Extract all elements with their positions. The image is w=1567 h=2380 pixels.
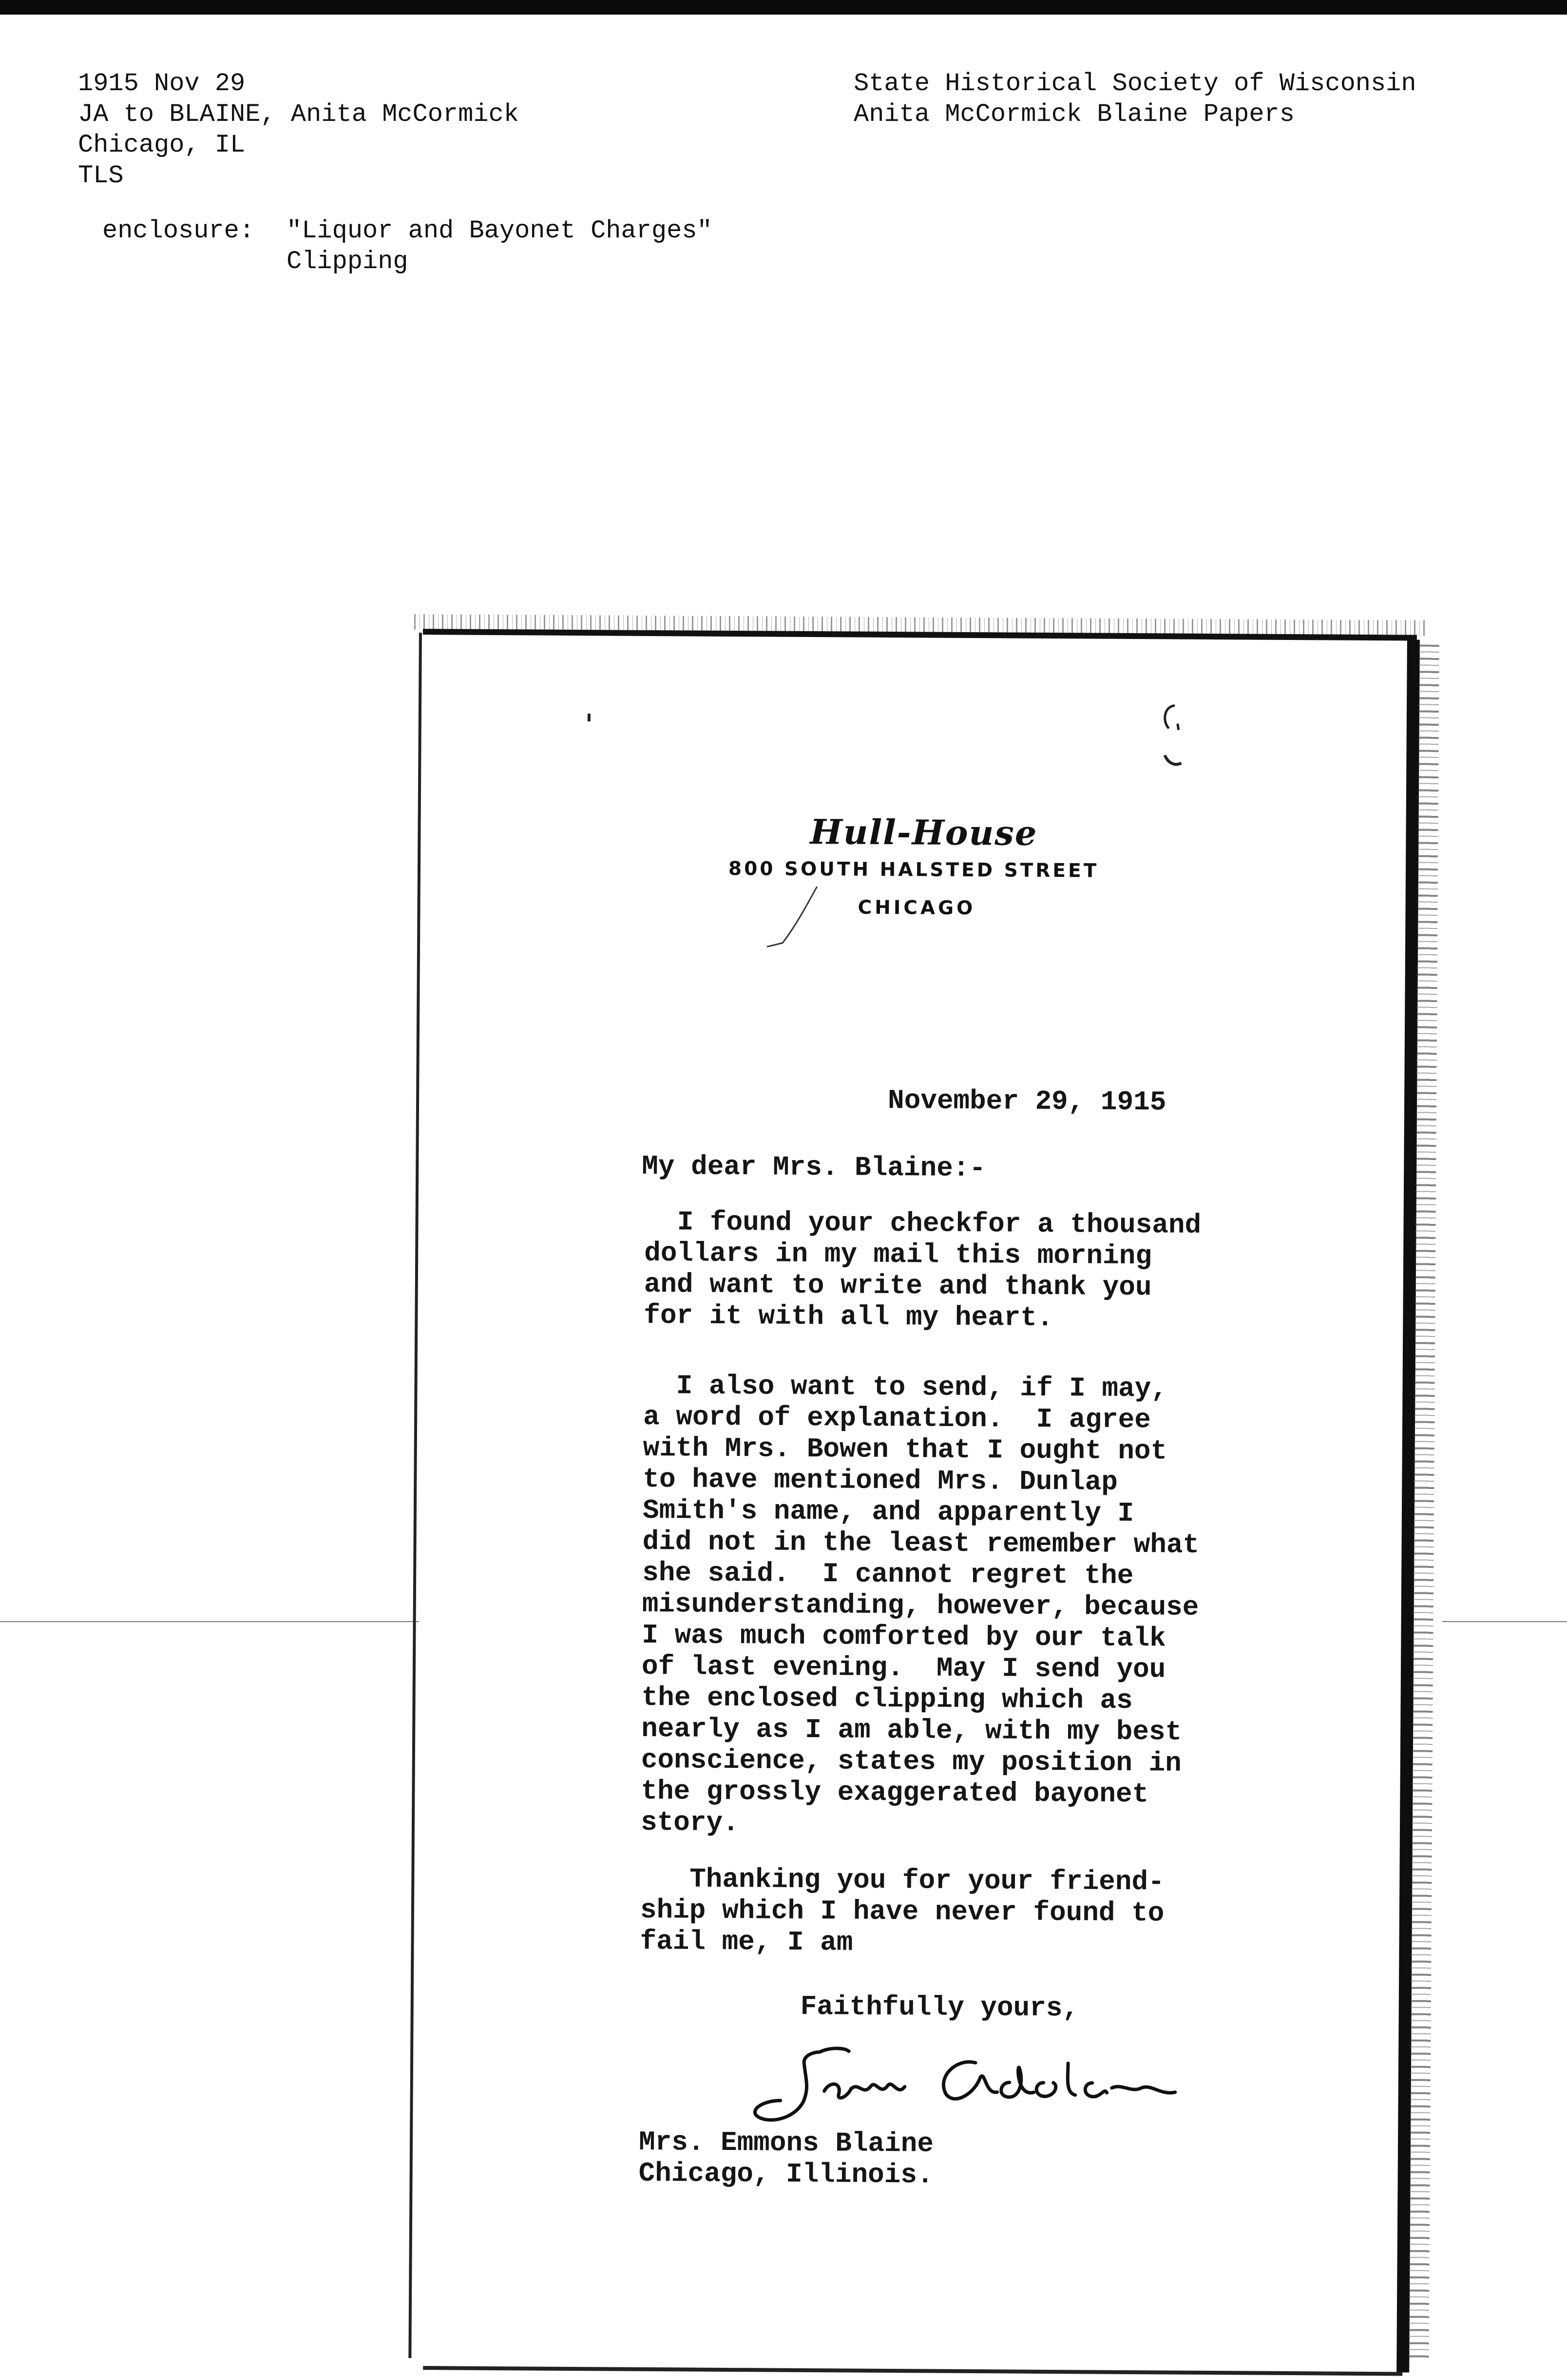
- text-line: to have mentioned Mrs. Dunlap: [643, 1463, 1118, 1498]
- text-line: the grossly exaggerated bayonet: [641, 1775, 1149, 1810]
- recipient-address: [638, 2127, 934, 2191]
- letterhead-city: CHICAGO: [858, 896, 976, 920]
- text-line: fail me, I am: [640, 1925, 853, 1958]
- text-line: and want to write and thank you: [644, 1268, 1152, 1303]
- letter-paragraph-2: [641, 1370, 1200, 1841]
- text-line: she said. I cannot regret the: [642, 1557, 1134, 1592]
- text-line: misunderstanding, however, because: [642, 1588, 1199, 1623]
- signature-image: [746, 2032, 1204, 2132]
- repository-name: State Historical Society of Wisconsin: [854, 69, 1416, 98]
- citation-type: TLS: [78, 161, 124, 190]
- clip-mark-icon: [1159, 701, 1184, 774]
- letter-paragraph-3: [640, 1863, 1165, 1960]
- text-line: I found your checkfor a thousand: [644, 1206, 1202, 1241]
- letter-photocopy: [403, 629, 1428, 2380]
- copy-edge-bottom: [423, 2366, 1402, 2376]
- citation-place: Chicago, IL: [78, 131, 246, 159]
- text-line: story.: [640, 1806, 739, 1839]
- enclosure-item: Clipping: [287, 247, 408, 276]
- text-line: of last evening. May I send you: [641, 1650, 1166, 1685]
- copy-edge-left: [408, 633, 422, 2358]
- text-line: Smith's name, and apparently I: [642, 1494, 1134, 1529]
- archive-citation: [78, 68, 519, 191]
- text-line: dollars in my mail this morning: [644, 1237, 1152, 1272]
- citation-correspondents: JA to BLAINE, Anita McCormick: [78, 100, 519, 129]
- text-line: nearly as I am able, with my best: [641, 1713, 1182, 1748]
- enclosure-item: "Liquor and Bayonet Charges": [287, 216, 712, 245]
- collection-name: Anita McCormick Blaine Papers: [854, 100, 1295, 129]
- letter-date: November 29, 1915: [887, 1084, 1166, 1118]
- letter-salutation: My dear Mrs. Blaine:-: [642, 1150, 986, 1184]
- letter-paragraph-1: [644, 1206, 1201, 1335]
- letterhead-title: Hull-House: [810, 811, 1038, 853]
- text-line: I was much comforted by our talk: [642, 1619, 1166, 1654]
- ink-speck: [588, 714, 591, 721]
- letter-closing: Faithfully yours,: [800, 1991, 1079, 2024]
- text-line: did not in the least remember what: [642, 1526, 1200, 1561]
- letterhead-street: 800 SOUTH HALSTED STREET: [728, 857, 1099, 882]
- pen-stroke-icon: [763, 884, 822, 953]
- citation-date: 1915 Nov 29: [78, 69, 246, 98]
- text-line: with Mrs. Bowen that I ought not: [643, 1432, 1167, 1467]
- enclosure-items: [287, 215, 712, 277]
- fold-line-left: [0, 1621, 419, 1622]
- text-line: conscience, states my position in: [641, 1744, 1182, 1779]
- fold-line-right: [1442, 1621, 1567, 1622]
- text-line: Thanking you for your friend-: [640, 1863, 1165, 1898]
- text-line: a word of explanation. I agree: [643, 1401, 1151, 1436]
- text-line: ship which I have never found to: [640, 1894, 1165, 1929]
- recipient-name: Mrs. Emmons Blaine: [638, 2126, 934, 2160]
- archive-repository: [854, 68, 1416, 130]
- enclosure-label: enclosure:: [102, 216, 255, 245]
- text-line: for it with all my heart.: [644, 1299, 1053, 1334]
- scan-top-border: [0, 0, 1567, 15]
- text-line: the enclosed clipping which as: [641, 1682, 1133, 1717]
- text-line: I also want to send, if I may,: [643, 1370, 1168, 1405]
- recipient-city: Chicago, Illinois.: [638, 2157, 934, 2191]
